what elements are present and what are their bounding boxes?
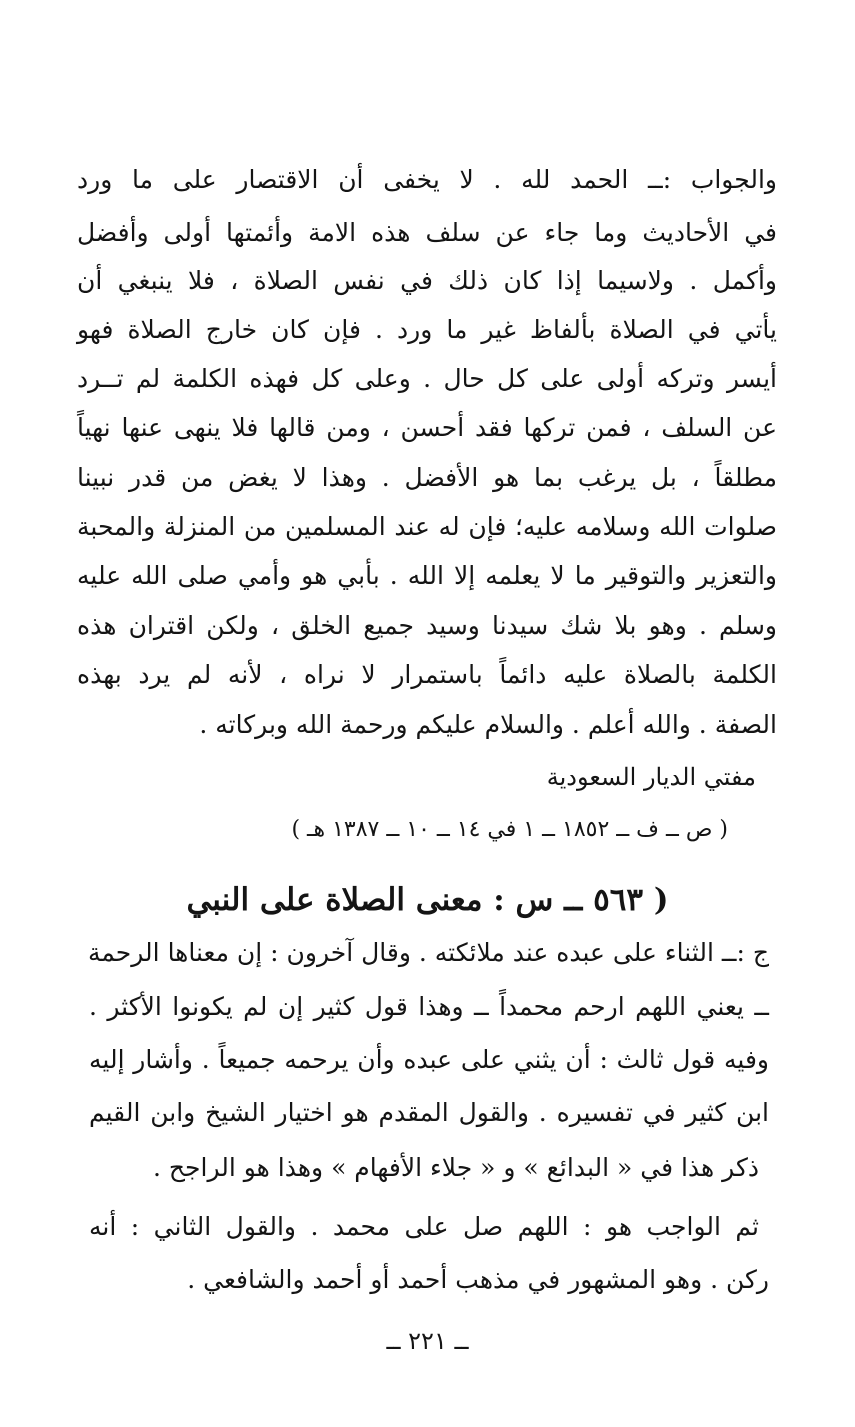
answer-line: ذكر هذا في « البدائع » و « جلاء الأفهام » وهذا هو الراجح . <box>153 1153 759 1182</box>
mufti-signature: مفتي الديار السعودية <box>546 763 756 791</box>
body-line: مطلقاً ، بل يرغب بما هو الأفضل . وهذا لا يغض من قدر نبينا <box>77 463 777 492</box>
answer-line: ج :ــ الثناء على عبده عند ملائكته . وقال آخرون : إن معناها الرحمة <box>87 938 769 967</box>
question-heading: ( ٥٦٣ ــ س : معنى الصلاة على النبي <box>186 882 669 918</box>
body-line: في الأحاديث وما جاء عن سلف هذه الامة وأئمتها أولى وأفضل <box>77 218 777 247</box>
body-line: صلوات الله وسلامه عليه؛ فإن له عند المسلمين من المنزلة والمحبة <box>77 512 777 541</box>
answer-line: ثم الواجب هو : اللهم صل على محمد . والقول الثاني : أنه <box>89 1212 759 1241</box>
body-line: يأتي في الصلاة بألفاظ غير ما ورد . فإن كان خارج الصلاة فهو <box>77 315 777 344</box>
answer-line: وفيه قول ثالث : أن يثني على عبده وأن يرحمه جميعاً . وأشار إليه <box>89 1045 769 1074</box>
body-line: الكلمة بالصلاة عليه دائماً باستمرار لا نراه ، لأنه لم يرد بهذه <box>77 660 777 689</box>
answer-line: ركن . وهو المشهور في مذهب أحمد أو أحمد والشافعي . <box>187 1265 769 1294</box>
body-line: وسلم . وهو بلا شك سيدنا وسيد جميع الخلق ، ولكن اقتران هذه <box>77 611 777 640</box>
answer-line: ابن كثير في تفسيره . والقول المقدم هو اختيار الشيخ وابن القيم <box>89 1098 769 1127</box>
body-line: أيسر وتركه أولى على كل حال . وعلى كل فهذه الكلمة لم تــرد <box>77 364 777 393</box>
page-number: ــ ٢٢١ ــ <box>386 1327 469 1355</box>
body-line: والجواب :ــ الحمد لله . لا يخفى أن الاقتصار على ما ورد <box>77 165 777 194</box>
fatwa-reference: ( ص ــ ف ــ ١٨٥٢ ــ ١ في ١٤ ــ ١٠ ــ ١٣٨٧ هـ ) <box>291 817 728 842</box>
answer-line: ــ يعني اللهم ارحم محمداً ــ وهذا قول كثير إن لم يكونوا الأكثر . <box>89 992 769 1021</box>
body-line: الصفة . والله أعلم . والسلام عليكم ورحمة الله وبركاته . <box>199 710 777 739</box>
body-line: والتعزير والتوقير ما لا يعلمه إلا الله . بأبي هو وأمي صلى الله عليه <box>77 561 777 590</box>
body-line: عن السلف ، فمن تركها فقد أحسن ، ومن قالها فلا ينهى عنها نهياً <box>77 413 777 442</box>
body-line: وأكمل . ولاسيما إذا كان ذلك في نفس الصلاة ، فلا ينبغي أن <box>77 266 777 295</box>
